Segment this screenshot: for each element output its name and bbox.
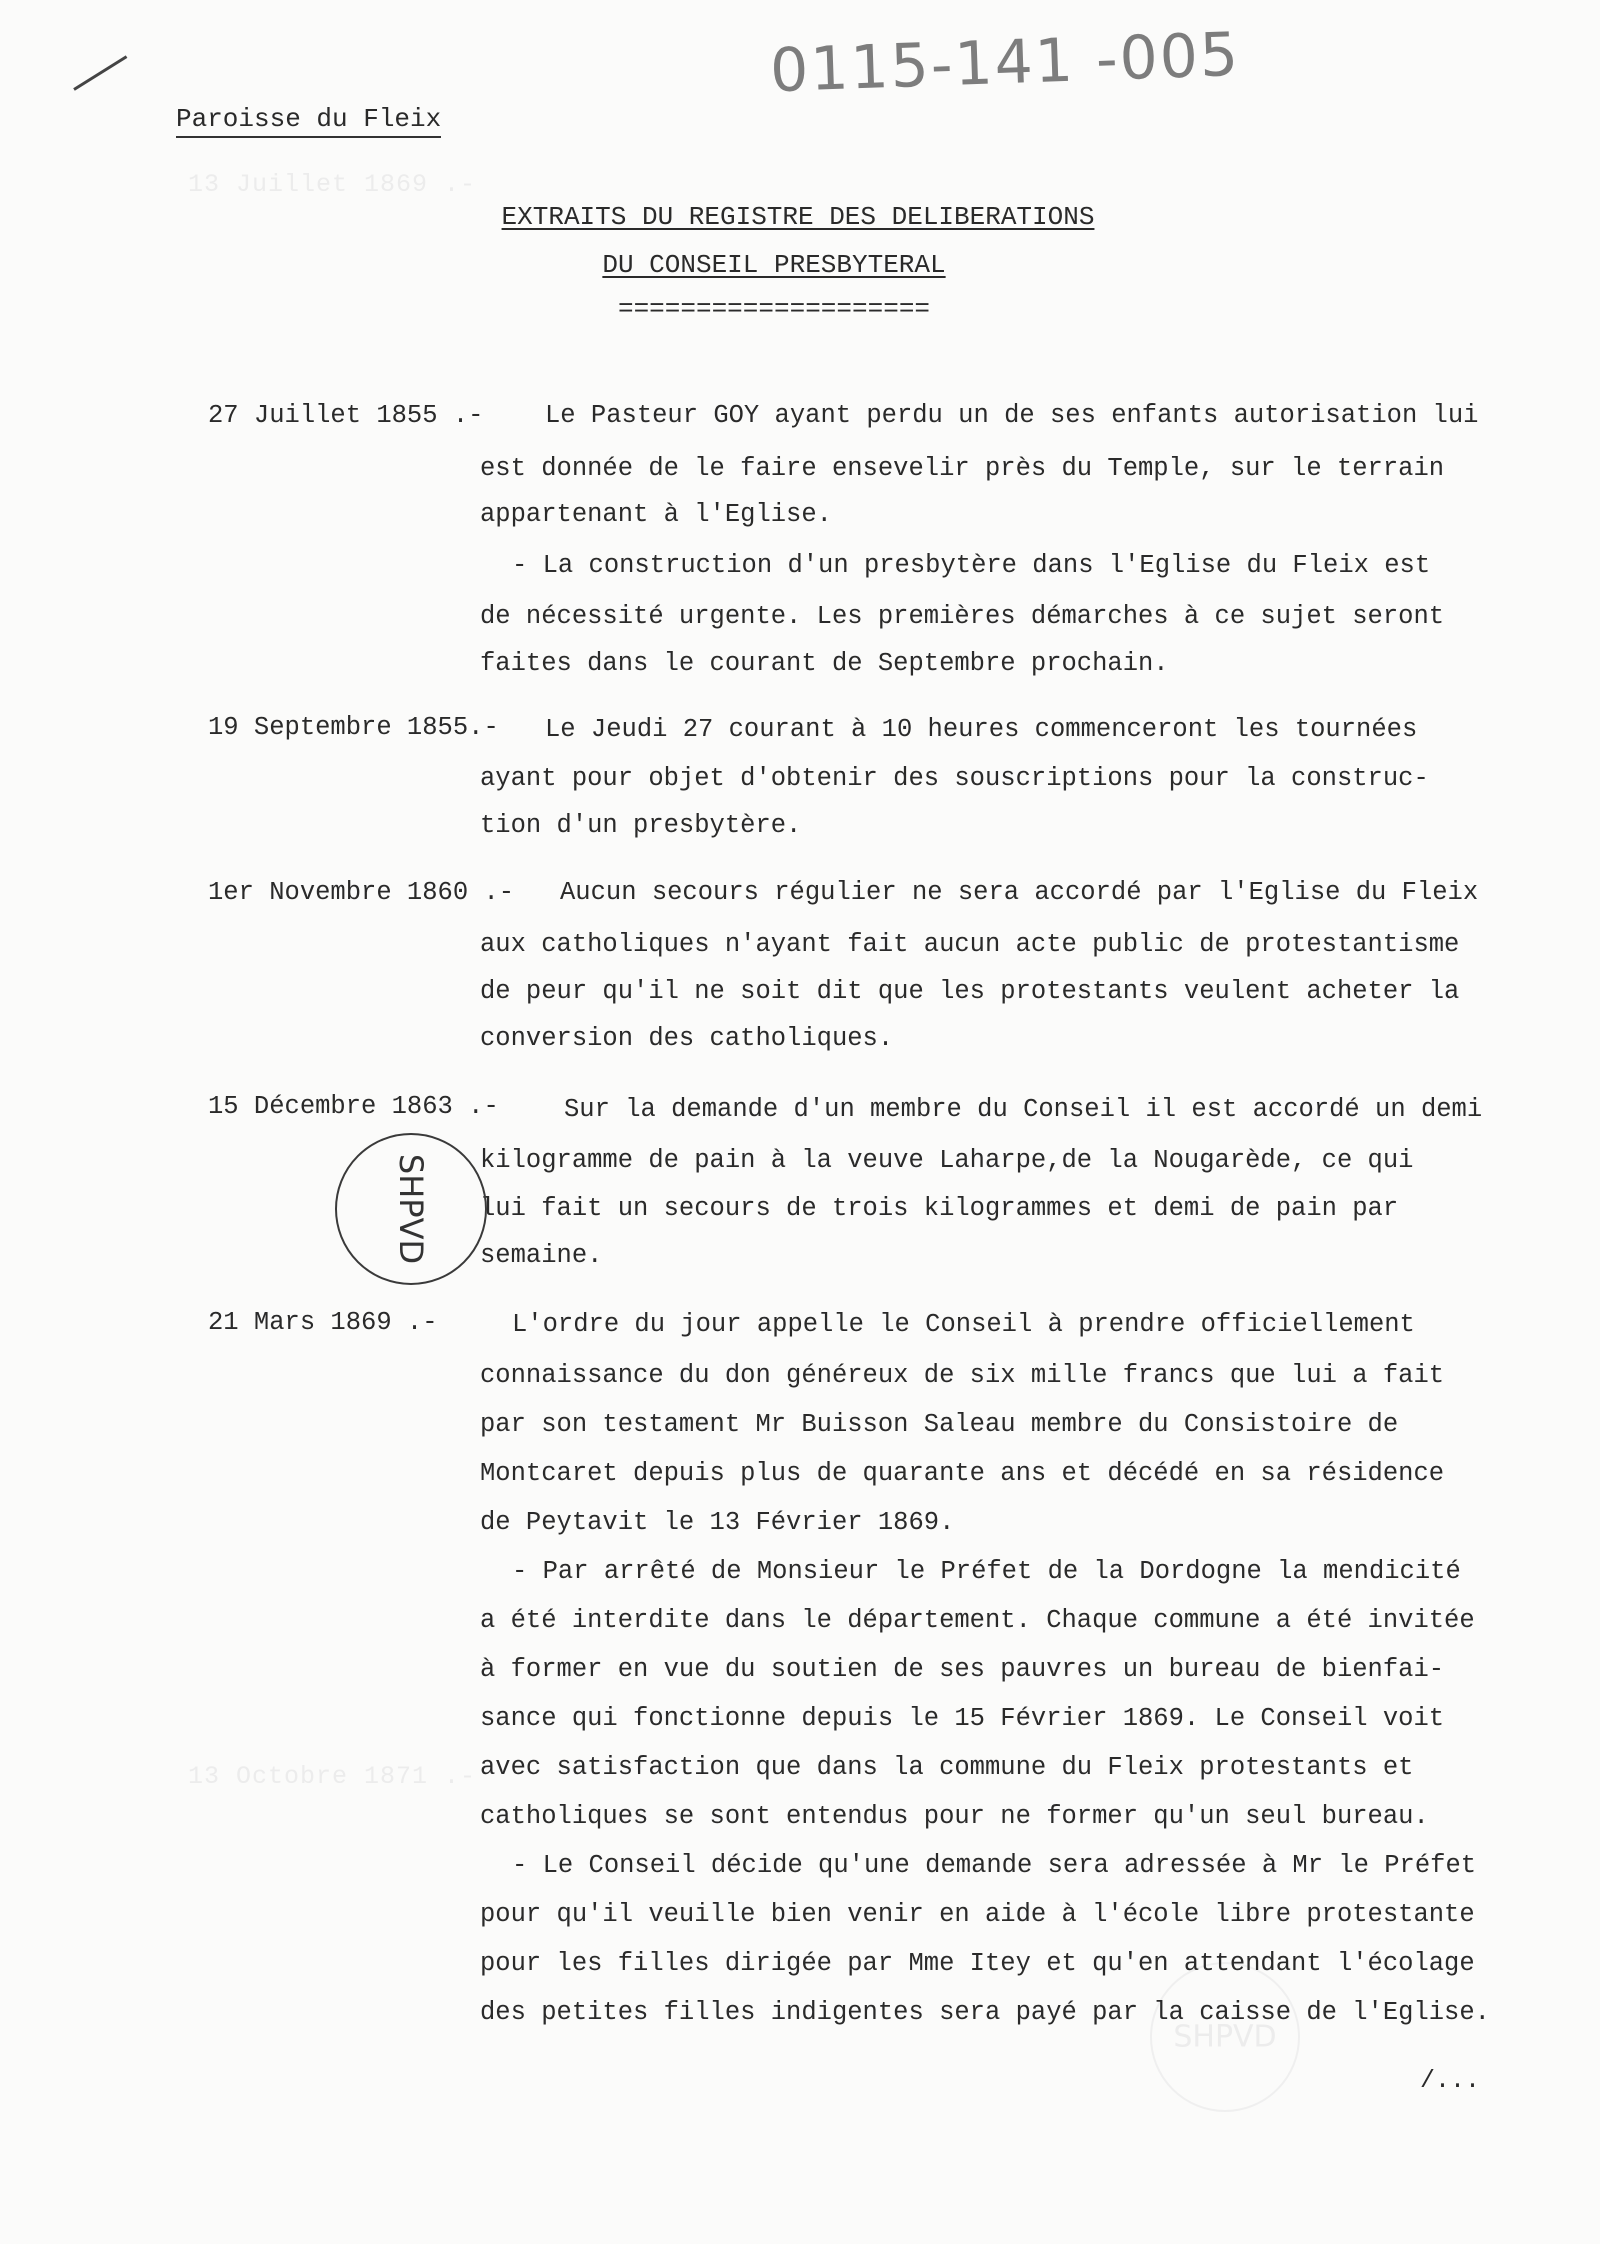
- entry-line: aux catholiques n'ayant fait aucun acte public de protestantisme: [480, 930, 1460, 959]
- document-title-line2: [0, 250, 1574, 280]
- entry-date: 27 Juillet 1855 .-: [208, 401, 484, 430]
- entry-line: Aucun secours régulier ne sera accordé par l'Eglise du Fleix: [560, 878, 1479, 907]
- entry-line: à former en vue du soutien de ses pauvres un bureau de bienfai-: [480, 1655, 1445, 1684]
- entry-line: Le Pasteur GOY ayant perdu un de ses enfants autorisation lui: [545, 401, 1479, 430]
- entry-line: sance qui fonctionne depuis le 15 Février 1869. Le Conseil voit: [480, 1704, 1445, 1733]
- entry-date: 15 Décembre 1863 .-: [208, 1092, 499, 1121]
- entry-line: connaissance du don généreux de six mille francs que lui a fait: [480, 1361, 1445, 1390]
- title-line2-text: DU CONSEIL PRESBYTERAL: [602, 250, 946, 280]
- entry-line: de peur qu'il ne soit dit que les protestants veulent acheter la: [480, 977, 1460, 1006]
- entry-line: Sur la demande d'un membre du Conseil il est accordé un demi: [564, 1095, 1483, 1124]
- entry-line: pour les filles dirigée par Mme Itey et qu'en attendant l'écolage: [480, 1949, 1475, 1978]
- entry-line: appartenant à l'Eglise.: [480, 500, 832, 529]
- entry-line: L'ordre du jour appelle le Conseil à prendre officiellement: [512, 1310, 1415, 1339]
- entry-line: tion d'un presbytère.: [480, 811, 802, 840]
- entry-line: lui fait un secours de trois kilogrammes et demi de pain par: [480, 1194, 1399, 1223]
- entry-line: catholiques se sont entendus pour ne former qu'un seul bureau.: [480, 1802, 1429, 1831]
- entry-line: Montcaret depuis plus de quarante ans et décédé en sa résidence: [480, 1459, 1445, 1488]
- bleed-through-date: 13 Octobre 1871 .-: [188, 1762, 477, 1791]
- entry-line: est donnée de le faire ensevelir près du Temple, sur le terrain: [480, 454, 1445, 483]
- continuation-mark: /...: [1420, 2066, 1481, 2095]
- entry-line: kilogramme de pain à la veuve Laharpe,de la Nougarède, ce qui: [480, 1146, 1414, 1175]
- entry-line: des petites filles indigentes sera payé par la caisse de l'Eglise.: [480, 1998, 1490, 2027]
- entry-line: pour qu'il veuille bien venir en aide à l'école libre protestante: [480, 1900, 1475, 1929]
- entry-line: - Par arrêté de Monsieur le Préfet de la Dordogne la mendicité: [512, 1557, 1461, 1586]
- entry-line: avec satisfaction que dans la commune du Fleix protestants et: [480, 1753, 1414, 1782]
- entry-line: - La construction d'un presbytère dans l'Eglise du Fleix est: [512, 551, 1431, 580]
- document-title-line1: [0, 202, 1598, 232]
- document-title-rule: ====================: [617, 294, 931, 324]
- bleed-through-stamp-text: SHPVD: [1173, 2019, 1277, 2055]
- pen-mark: [73, 55, 127, 90]
- shpvd-stamp: [335, 1133, 487, 1285]
- entry-date: 19 Septembre 1855.-: [208, 713, 499, 742]
- entry-line: faites dans le courant de Septembre prochain.: [480, 649, 1169, 678]
- entry-line: conversion des catholiques.: [480, 1024, 894, 1053]
- bleed-through-stamp: [1150, 1962, 1300, 2112]
- stamp-text: SHPVD: [392, 1153, 430, 1265]
- entry-date: 1er Novembre 1860 .-: [208, 878, 515, 907]
- bleed-through-date: 13 Juillet 1869 .-: [188, 170, 477, 199]
- entry-line: semaine.: [480, 1241, 603, 1270]
- title-line1-text: EXTRAITS DU REGISTRE DES DELIBERATIONS: [501, 202, 1095, 232]
- archive-reference: 0115-141 -005: [768, 19, 1242, 107]
- entry-line: par son testament Mr Buisson Saleau membre du Consistoire de: [480, 1410, 1399, 1439]
- entry-date: 21 Mars 1869 .-: [208, 1308, 438, 1337]
- entry-line: Le Jeudi 27 courant à 10 heures commenceront les tournées: [545, 715, 1418, 744]
- entry-line: ayant pour objet d'obtenir des souscriptions pour la construc-: [480, 764, 1429, 793]
- entry-line: de nécessité urgente. Les premières démarches à ce sujet seront: [480, 602, 1445, 631]
- parish-heading: Paroisse du Fleix: [176, 104, 441, 138]
- entry-line: de Peytavit le 13 Février 1869.: [480, 1508, 955, 1537]
- entry-line: - Le Conseil décide qu'une demande sera adressée à Mr le Préfet: [512, 1851, 1477, 1880]
- entry-line: a été interdite dans le département. Chaque commune a été invitée: [480, 1606, 1475, 1635]
